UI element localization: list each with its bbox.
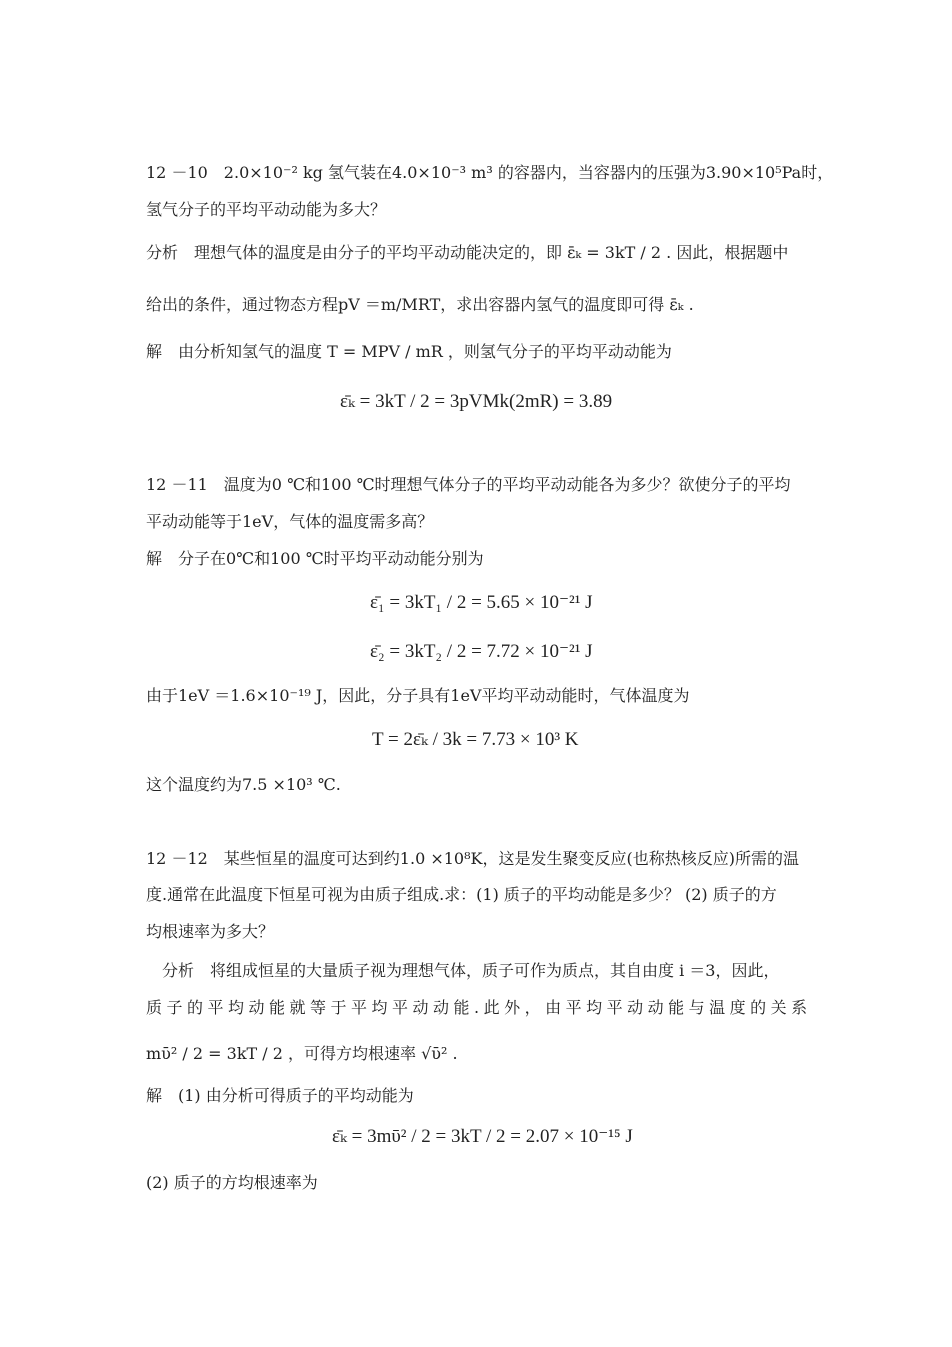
equation-12-11-temperature: T = 2ε̄ₖ / 3k = 7.73 × 10³ K — [372, 729, 579, 750]
analysis-12-10-line-1: 分析 理想气体的温度是由分子的平均平动动能决定的，即 ε̄ₖ = 3kT / 2 . 因此，根据题中 — [146, 243, 789, 262]
problem-12-10-line-2: 氢气分子的平均平动动能为多大？ — [146, 200, 387, 219]
problem-12-12-line-3: 均根速率为多大？ — [146, 922, 275, 941]
solution-12-11-line-2: 由于1eV ＝1.6×10⁻¹⁹ J，因此，分子具有1eV平均平动动能时，气体温度为 — [146, 686, 690, 705]
solution-12-10-line-1: 解 由分析知氢气的温度 T = MPV / mR ，则氢气分子的平均平动动能为 — [146, 342, 672, 361]
analysis-12-12-line-2: 质子的平均动能就等于平均平动动能.此外，由平均平动动能与温度的关系 — [146, 998, 812, 1017]
solution-12-12-line-1: 解 (1) 由分析可得质子的平均动能为 — [146, 1086, 414, 1105]
equation-12-10: ε̄ₖ = 3kT / 2 = 3pVMk(2mR) = 3.89 — [340, 391, 613, 412]
analysis-12-12-line-1: 分析 将组成恒星的大量质子视为理想气体，质子可作为质点，其自由度 i ＝3，因此， — [162, 961, 780, 980]
solution-12-11-line-1: 解 分子在0℃和100 ℃时平均平动动能分别为 — [146, 549, 484, 568]
equation-12-11-epsilon-1: ε̄₁ = 3kT₁ / 2 = 5.65 × 10⁻²¹ J — [370, 592, 593, 613]
problem-12-12-line-1: 12 －12 某些恒星的温度可达到约1.0 ×10⁸K，这是发生聚变反应(也称热核反应)所需的温 — [146, 849, 799, 868]
analysis-12-12-line-3: mῡ² / 2 = 3kT / 2 ，可得方均根速率 √ῡ² . — [146, 1044, 458, 1063]
problem-12-12-line-2: 度.通常在此温度下恒星可视为由质子组成.求：(1) 质子的平均动能是多少？ (2) 质子的方 — [146, 885, 777, 904]
problem-12-11-line-1: 12 －11 温度为0 ℃和100 ℃时理想气体分子的平均平动动能各为多少？欲使分子的平均 — [146, 475, 791, 494]
equation-12-11-epsilon-2: ε̄₂ = 3kT₂ / 2 = 7.72 × 10⁻²¹ J — [370, 641, 593, 662]
problem-12-10-line-1: 12 －10 2.0×10⁻² kg 氢气装在4.0×10⁻³ m³ 的容器内，当容器内的压强为3.90×10⁵Pa时， — [146, 163, 834, 182]
solution-12-12-line-2: (2) 质子的方均根速率为 — [146, 1173, 318, 1192]
equation-12-12-kinetic-energy: ε̄ₖ = 3mῡ² / 2 = 3kT / 2 = 2.07 × 10⁻¹⁵ J — [332, 1126, 633, 1147]
solution-12-11-line-3: 这个温度约为7.5 ×10³ ℃. — [146, 775, 341, 794]
analysis-12-10-line-2: 给出的条件，通过物态方程pV ＝m/MRT，求出容器内氢气的温度即可得 ε̄ₖ . — [146, 295, 694, 314]
problem-12-11-line-2: 平动动能等于1eV，气体的温度需多高？ — [146, 512, 434, 531]
